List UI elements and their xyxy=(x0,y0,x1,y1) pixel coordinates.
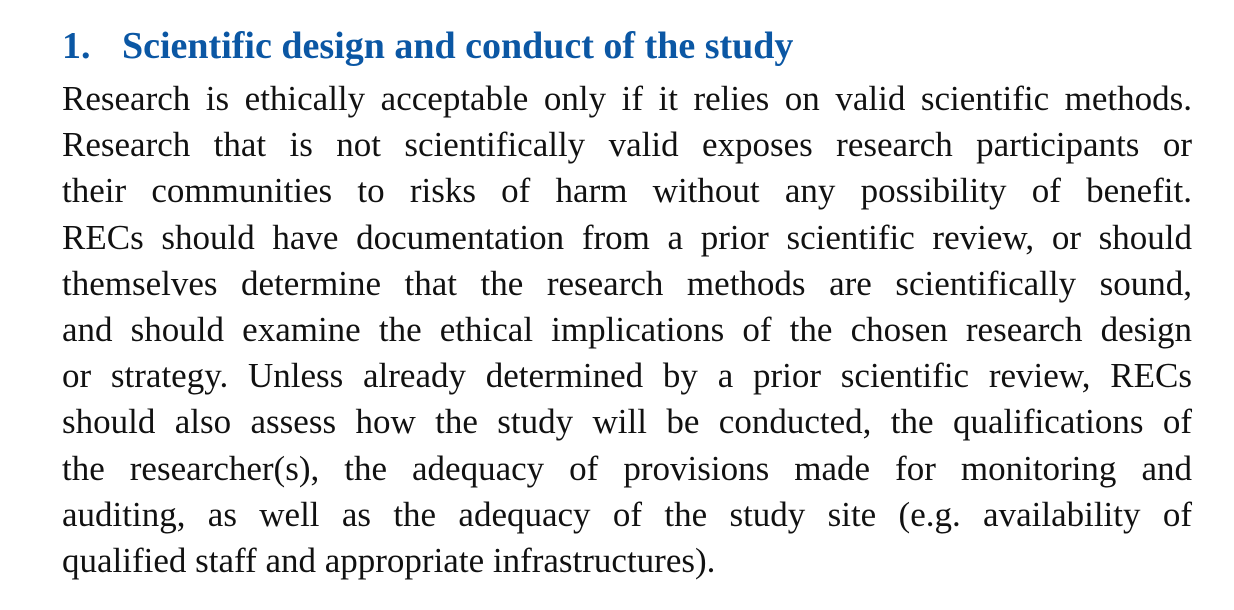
section-paragraph xyxy=(62,76,1192,584)
section-heading xyxy=(62,22,1192,70)
document-section xyxy=(62,22,1192,584)
paragraph-line: Research is ethically acceptable only if it relies on valid scientific methods. xyxy=(62,79,1192,118)
paragraph-line: themselves determine that the research methods are scientifically sound, xyxy=(62,263,1192,303)
paragraph-line: and should examine the ethical implications of the chosen research design xyxy=(62,310,1192,350)
paragraph-line: Research that is not scientifically valid exposes research participants or xyxy=(62,125,1192,165)
paragraph-line: their communities to risks of harm without any possibility of benefit. xyxy=(62,171,1192,211)
paragraph-line: should also assess how the study will be conducted, the qualifications of xyxy=(62,402,1192,442)
paragraph-line: or strategy. Unless already determined by a prior scientific review, RECs xyxy=(62,356,1192,396)
paragraph-line: RECs should have documentation from a prior scientific review, or should xyxy=(62,217,1192,257)
paragraph-line: the researcher(s), the adequacy of provisions made for monitoring and xyxy=(62,448,1192,488)
paragraph-line: qualified staff and appropriate infrastructures). xyxy=(62,541,716,581)
paragraph-line: auditing, as well as the adequacy of the study site (e.g. availability of xyxy=(62,494,1192,534)
section-number: 1. xyxy=(62,25,91,67)
section-title: Scientific design and conduct of the study xyxy=(122,25,794,67)
